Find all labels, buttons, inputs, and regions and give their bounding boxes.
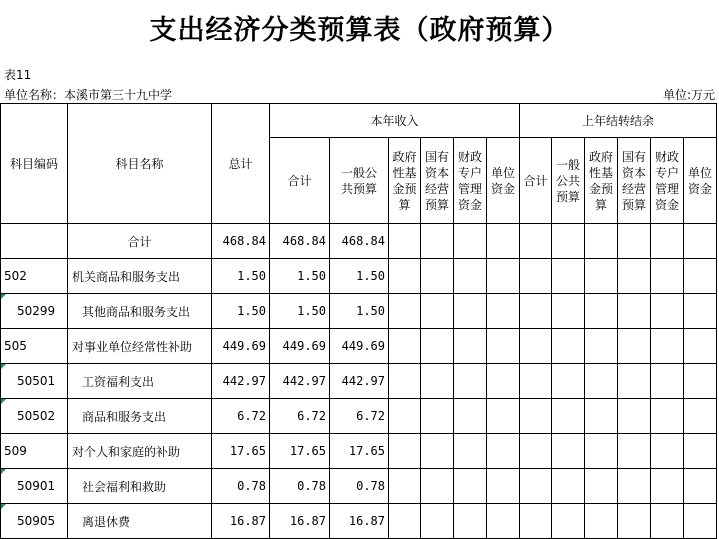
budget-table	[0, 103, 717, 539]
empty-cell	[618, 259, 651, 294]
empty-cell	[421, 364, 454, 399]
empty-cell	[389, 294, 421, 329]
empty-cell	[651, 294, 684, 329]
empty-cell	[585, 294, 618, 329]
header-gov-fund: 政府性基金预算	[389, 138, 421, 224]
empty-cell	[618, 504, 651, 539]
empty-cell	[552, 399, 585, 434]
empty-cell	[618, 399, 651, 434]
empty-cell	[520, 329, 552, 364]
empty-cell	[389, 364, 421, 399]
page-title: 支出经济分类预算表（政府预算）	[149, 15, 570, 46]
row-subtotal: 1.50	[270, 259, 330, 294]
row-code: 505	[1, 329, 68, 364]
header-carry-state-capital: 国有资本经营预算	[618, 138, 651, 224]
empty-cell	[585, 329, 618, 364]
row-total: 449.69	[212, 329, 270, 364]
empty-cell	[684, 469, 717, 504]
empty-cell	[684, 259, 717, 294]
empty-cell	[552, 259, 585, 294]
empty-cell	[421, 504, 454, 539]
row-subtotal: 442.97	[270, 364, 330, 399]
header-name: 科目名称	[68, 104, 212, 224]
empty-cell	[684, 294, 717, 329]
comment-marker-icon	[1, 399, 6, 404]
empty-cell	[684, 434, 717, 469]
row-name: 对个人和家庭的补助	[68, 434, 212, 469]
table-row	[1, 329, 717, 364]
row-general: 442.97	[330, 364, 389, 399]
table-row	[1, 399, 717, 434]
empty-cell	[684, 329, 717, 364]
header-carryover: 上年结转结余	[520, 104, 717, 138]
row-subtotal: 0.78	[270, 469, 330, 504]
empty-cell	[651, 504, 684, 539]
empty-cell	[421, 329, 454, 364]
empty-cell	[552, 469, 585, 504]
empty-cell	[520, 364, 552, 399]
empty-cell	[585, 399, 618, 434]
empty-cell	[454, 294, 487, 329]
empty-cell	[651, 329, 684, 364]
empty-cell	[520, 224, 552, 259]
empty-cell	[421, 259, 454, 294]
empty-cell	[651, 224, 684, 259]
row-total: 6.72	[212, 399, 270, 434]
empty-cell	[520, 434, 552, 469]
empty-cell	[389, 434, 421, 469]
comment-marker-icon	[1, 469, 6, 474]
empty-cell	[552, 329, 585, 364]
empty-cell	[684, 224, 717, 259]
empty-cell	[585, 434, 618, 469]
empty-cell	[421, 399, 454, 434]
row-general: 468.84	[330, 224, 389, 259]
table-row	[1, 469, 717, 504]
empty-cell	[618, 224, 651, 259]
row-subtotal: 1.50	[270, 294, 330, 329]
empty-cell	[552, 364, 585, 399]
table-row	[1, 259, 717, 294]
empty-cell	[585, 224, 618, 259]
comment-marker-icon	[1, 364, 6, 369]
empty-cell	[454, 434, 487, 469]
header-fiscal-special: 财政专户管理资金	[454, 138, 487, 224]
empty-cell	[487, 364, 520, 399]
row-general: 449.69	[330, 329, 389, 364]
header-current-year: 本年收入	[270, 104, 520, 138]
empty-cell	[389, 469, 421, 504]
empty-cell	[487, 259, 520, 294]
empty-cell	[618, 364, 651, 399]
row-general: 6.72	[330, 399, 389, 434]
table-row	[1, 364, 717, 399]
row-name: 合计	[68, 224, 212, 259]
empty-cell	[520, 469, 552, 504]
empty-cell	[454, 364, 487, 399]
empty-cell	[487, 294, 520, 329]
empty-cell	[618, 294, 651, 329]
row-name: 对事业单位经常性补助	[68, 329, 212, 364]
empty-cell	[454, 329, 487, 364]
empty-cell	[651, 364, 684, 399]
row-total: 0.78	[212, 469, 270, 504]
header-general: 一般公共预算	[330, 138, 389, 224]
table-row	[1, 294, 717, 329]
header-carry-fiscal-special: 财政专户管理资金	[651, 138, 684, 224]
empty-cell	[552, 294, 585, 329]
row-name: 其他商品和服务支出	[68, 294, 212, 329]
header-carry-unit-funds: 单位资金	[684, 138, 717, 224]
row-total: 16.87	[212, 504, 270, 539]
unit-name: 单位名称：本溪市第三十九中学	[4, 88, 173, 102]
row-subtotal: 468.84	[270, 224, 330, 259]
row-name: 商品和服务支出	[68, 399, 212, 434]
row-general: 1.50	[330, 259, 389, 294]
row-code: 509	[1, 434, 68, 469]
empty-cell	[651, 469, 684, 504]
comment-marker-icon	[1, 294, 6, 299]
row-code: 50901	[1, 469, 68, 504]
empty-cell	[552, 434, 585, 469]
empty-cell	[389, 399, 421, 434]
empty-cell	[520, 399, 552, 434]
row-subtotal: 449.69	[270, 329, 330, 364]
empty-cell	[552, 504, 585, 539]
empty-cell	[389, 224, 421, 259]
row-general: 0.78	[330, 469, 389, 504]
empty-cell	[421, 434, 454, 469]
empty-cell	[585, 504, 618, 539]
table-row	[1, 504, 717, 539]
empty-cell	[487, 469, 520, 504]
row-general: 17.65	[330, 434, 389, 469]
empty-cell	[487, 224, 520, 259]
row-code: 50502	[1, 399, 68, 434]
header-carry-subtotal: 合计	[520, 138, 552, 224]
row-name: 机关商品和服务支出	[68, 259, 212, 294]
empty-cell	[684, 504, 717, 539]
table-row	[1, 224, 717, 259]
empty-cell	[487, 329, 520, 364]
comment-marker-icon	[1, 504, 6, 509]
empty-cell	[487, 504, 520, 539]
header-total: 总计	[212, 104, 270, 224]
row-name: 社会福利和救助	[68, 469, 212, 504]
empty-cell	[520, 504, 552, 539]
empty-cell	[421, 294, 454, 329]
row-total: 442.97	[212, 364, 270, 399]
row-code: 50501	[1, 364, 68, 399]
row-total: 1.50	[212, 294, 270, 329]
currency-unit: 单位:万元	[662, 88, 715, 102]
empty-cell	[684, 364, 717, 399]
empty-cell	[454, 399, 487, 434]
row-general: 16.87	[330, 504, 389, 539]
empty-cell	[487, 399, 520, 434]
row-name: 工资福利支出	[68, 364, 212, 399]
empty-cell	[520, 259, 552, 294]
empty-cell	[651, 434, 684, 469]
empty-cell	[618, 469, 651, 504]
empty-cell	[684, 399, 717, 434]
row-subtotal: 16.87	[270, 504, 330, 539]
row-code: 502	[1, 259, 68, 294]
header-subtotal: 合计	[270, 138, 330, 224]
header-carry-gov-fund: 政府性基金预算	[585, 138, 618, 224]
empty-cell	[389, 504, 421, 539]
row-code	[1, 224, 68, 259]
empty-cell	[618, 329, 651, 364]
empty-cell	[389, 259, 421, 294]
empty-cell	[552, 224, 585, 259]
empty-cell	[585, 259, 618, 294]
empty-cell	[389, 329, 421, 364]
table-number: 表11	[4, 68, 32, 82]
empty-cell	[421, 469, 454, 504]
empty-cell	[454, 259, 487, 294]
empty-cell	[618, 434, 651, 469]
header-code: 科目编码	[1, 104, 68, 224]
row-name: 离退休费	[68, 504, 212, 539]
row-code: 50905	[1, 504, 68, 539]
row-total: 468.84	[212, 224, 270, 259]
row-subtotal: 6.72	[270, 399, 330, 434]
header-unit-funds: 单位资金	[487, 138, 520, 224]
row-subtotal: 17.65	[270, 434, 330, 469]
empty-cell	[487, 434, 520, 469]
empty-cell	[585, 364, 618, 399]
empty-cell	[454, 469, 487, 504]
table-row	[1, 434, 717, 469]
empty-cell	[520, 294, 552, 329]
empty-cell	[585, 469, 618, 504]
row-total: 1.50	[212, 259, 270, 294]
header-carry-general: 一般公共预算	[552, 138, 585, 224]
row-general: 1.50	[330, 294, 389, 329]
empty-cell	[651, 399, 684, 434]
header-state-capital: 国有资本经营预算	[421, 138, 454, 224]
empty-cell	[421, 224, 454, 259]
empty-cell	[454, 224, 487, 259]
row-code: 50299	[1, 294, 68, 329]
empty-cell	[454, 504, 487, 539]
row-total: 17.65	[212, 434, 270, 469]
empty-cell	[651, 259, 684, 294]
